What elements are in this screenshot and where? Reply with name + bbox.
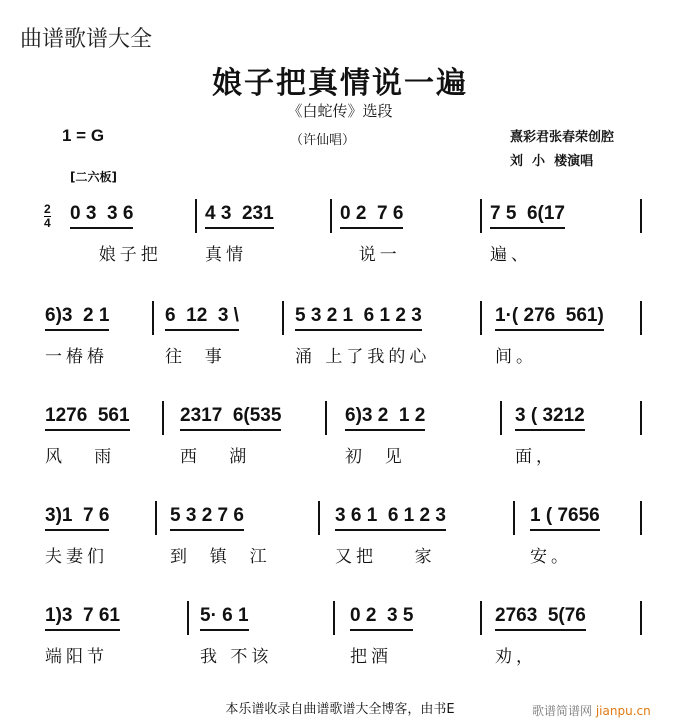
site-name: 曲谱歌谱大全 [20, 27, 153, 52]
time-top: 2 [44, 202, 51, 216]
key-signature: 1 = G [62, 126, 105, 145]
measure-lyrics: 娘子把 [80, 245, 162, 265]
barline [162, 401, 164, 435]
measure-notes: 4 3 231 [205, 203, 274, 229]
barline [330, 199, 332, 233]
barline [195, 199, 197, 233]
measure-notes: 5 3 2 7 6 [170, 505, 244, 531]
barline [500, 401, 502, 435]
measure-lyrics: 我 不该 [200, 647, 273, 667]
barline [282, 301, 284, 335]
measure-notes: 2317 6(535 [180, 405, 281, 431]
measure-lyrics: 初 见 [345, 447, 406, 467]
measure-lyrics: 说一 [340, 245, 401, 265]
footer-text: 本乐谱收录自曲谱歌谱大全博客，由书E [225, 702, 455, 717]
barline [480, 199, 482, 233]
singer-role: （许仙唱） [290, 133, 356, 148]
measure-notes: 1)3 7 61 [45, 605, 120, 631]
measure-lyrics: 把酒 [350, 647, 392, 667]
measure-notes: 3 6 1 6 1 2 3 [335, 505, 446, 531]
measure-notes: 2763 5(76 [495, 605, 586, 631]
measure-lyrics: 安。 [530, 547, 572, 567]
watermark-cn: 歌谱简谱网 [532, 704, 593, 718]
composer-credit: 熹彩君张春荣创腔 [510, 130, 615, 145]
measure-notes: 5 3 2 1 6 1 2 3 [295, 305, 422, 331]
barline [480, 601, 482, 635]
time-signature [44, 203, 51, 230]
measure-notes: 1 ( 7656 [530, 505, 600, 531]
barline [640, 301, 642, 335]
measure-lyrics: 往 事 [165, 347, 226, 367]
barline [152, 301, 154, 335]
measure-notes: 3 ( 3212 [515, 405, 585, 431]
watermark [532, 702, 651, 719]
measure-notes: 1·( 276 561) [495, 305, 604, 331]
measure-notes: 6 12 3 \ [165, 305, 239, 331]
measure-lyrics: 遍、 [490, 245, 532, 265]
measure-notes: 0 2 3 5 [350, 605, 413, 631]
measure-lyrics: 端阳节 [45, 647, 108, 667]
measure-lyrics: 间。 [495, 347, 537, 367]
measure-notes: 0 2 7 6 [340, 203, 403, 229]
measure-notes: 6)3 2 1 [45, 305, 109, 331]
performer-credit: 刘 小 楼演唱 [510, 154, 594, 169]
measure-notes: 0 3 3 6 [70, 203, 133, 229]
barline [640, 501, 642, 535]
tempo-marking: [二六板] [70, 170, 117, 184]
measure-lyrics: 真情 [205, 245, 247, 265]
barline [187, 601, 189, 635]
measure-lyrics: 风 雨 [45, 447, 116, 467]
measure-lyrics: 一椿椿 [45, 347, 108, 367]
barline [333, 601, 335, 635]
measure-lyrics: 到 镇 江 [170, 547, 271, 567]
barline [155, 501, 157, 535]
subtitle: 《白蛇传》选段 [287, 102, 393, 120]
measure-lyrics: 涌 上了我的心 [295, 347, 431, 367]
barline [640, 401, 642, 435]
measure-lyrics: 面， [515, 447, 557, 467]
measure-lyrics: 劝， [495, 647, 537, 667]
barline [640, 601, 642, 635]
song-title: 娘子把真情说一遍 [212, 66, 468, 101]
measure-notes: 1276 561 [45, 405, 130, 431]
barline [480, 301, 482, 335]
measure-notes: 3)1 7 6 [45, 505, 109, 531]
barline [325, 401, 327, 435]
measure-notes: 7 5 6(17 [490, 203, 565, 229]
measure-lyrics: 夫妻们 [45, 547, 108, 567]
barline [318, 501, 320, 535]
measure-lyrics: 又把 家 [335, 547, 436, 567]
measure-notes: 5· 6 1 [200, 605, 249, 631]
measure-lyrics: 西 湖 [180, 447, 251, 467]
measure-notes: 6)3 2 1 2 [345, 405, 425, 431]
barline [513, 501, 515, 535]
time-bottom: 4 [44, 216, 51, 230]
watermark-en: jianpu.cn [595, 704, 651, 718]
barline [640, 199, 642, 233]
